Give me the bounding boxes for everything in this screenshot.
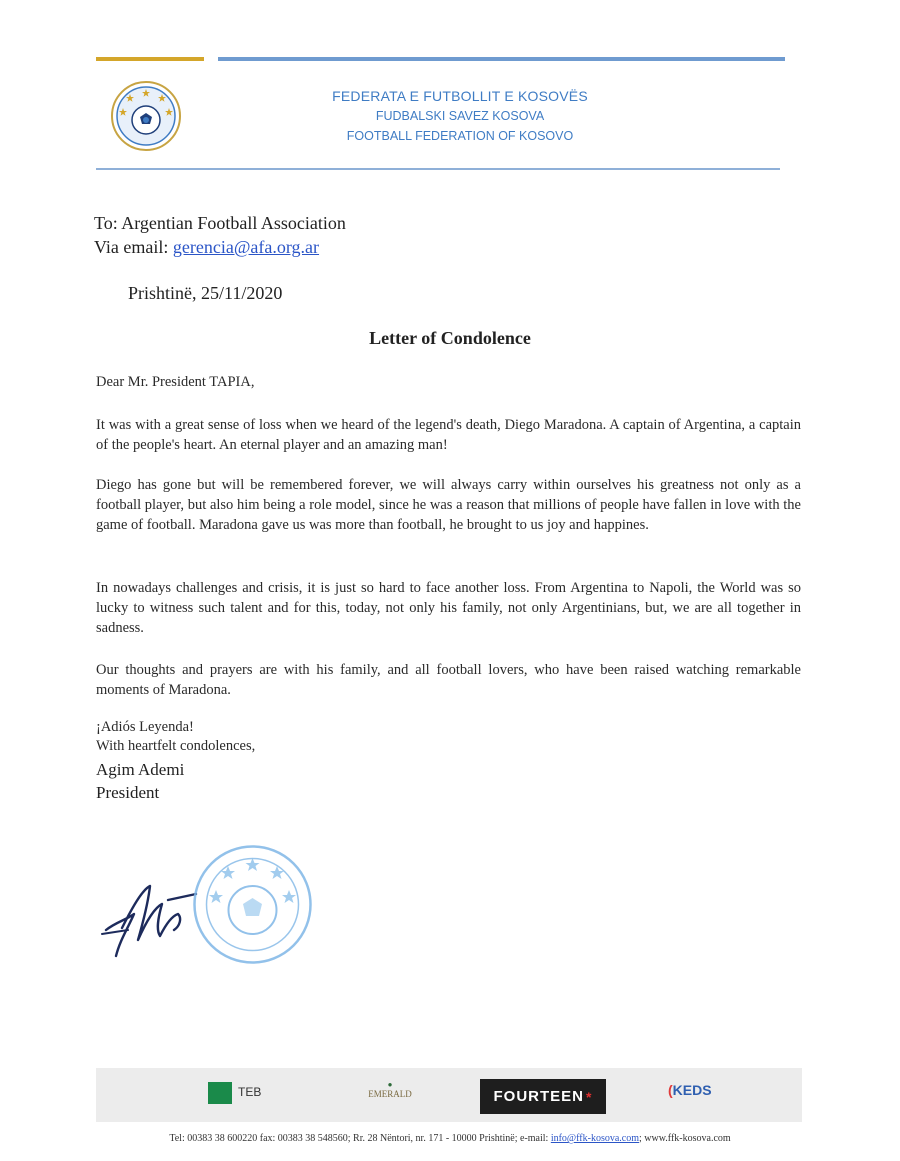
sponsor-keds-logo [668, 1082, 728, 1108]
federation-names [300, 86, 620, 146]
header-gold-bar [96, 57, 204, 61]
header-blue-bar [218, 57, 785, 61]
sponsor-fourteen-text: FOURTEEN [493, 1088, 585, 1105]
sponsor-teb-logo [208, 1080, 278, 1106]
recipient-line: To: Argentian Football Association [94, 213, 346, 233]
date-line: Prishtinë, 25/11/2020 [128, 283, 283, 303]
closing-block [96, 718, 255, 756]
header-divider [96, 168, 780, 170]
sponsor-emerald-text: EMERALD [368, 1089, 412, 1099]
federation-name-serbian: FUDBALSKI SAVEZ KOSOVA [375, 109, 545, 123]
ffk-logo [110, 80, 182, 152]
sponsor-fourteen-logo [480, 1079, 606, 1114]
footer-contact-text: Tel: 00383 38 600220 fax: 00383 38 548560; Rr. 28 Nëntori, nr. 171 - 10000 Prishtinë; e-mail: [169, 1133, 551, 1144]
via-email-line [94, 235, 319, 259]
footer-contact [0, 1133, 900, 1144]
emerald-crown-icon: ● [387, 1080, 393, 1089]
regards-line: With heartfelt condolences, [96, 738, 256, 754]
federation-stamp [190, 842, 315, 967]
footer-email-link[interactable]: info@ffk-kosova.com [550, 1133, 640, 1144]
sponsor-teb-text: TEB [238, 1085, 262, 1099]
paragraph-4: Our thoughts and prayers are with his family, and all football lovers, who have been raised watching remarkable moments of Maradona. [96, 662, 801, 698]
recipient-email-link[interactable]: gerencia@afa.org.ar [172, 237, 320, 257]
federation-name-english: FOOTBALL FEDERATION OF KOSOVO [346, 129, 574, 143]
fourteen-red-star-icon: * [586, 1088, 593, 1105]
paragraph-2: Diego has gone but will be remembered forever, we will always carry within ourselves his greatness not only as a football player, but also him being a role model, since he was a reason that millions of people have fallen in love with the game of football. Maradona gave us was more than football, he brought to us joy and happines. [96, 477, 801, 533]
farewell-line: ¡Adiós Leyenda! [96, 719, 194, 735]
sponsor-emerald-logo [350, 1080, 430, 1110]
salutation: Dear Mr. President TAPIA, [96, 374, 255, 390]
signer-name: Agim Ademi [96, 760, 185, 779]
footer-website: ; www.ffk-kosova.com [639, 1133, 731, 1144]
paragraph-1: It was with a great sense of loss when we heard of the legend's death, Diego Maradona. A captain of Argentina, a captain of the people's heart. An eternal player and an amazing man! [96, 417, 801, 453]
sponsor-keds-text: KEDS [672, 1082, 712, 1098]
via-email-label: Via email: [94, 237, 173, 257]
paragraph-3: In nowadays challenges and crisis, it is just so hard to face another loss. From Argentina to Napoli, the World was so lucky to witness such talent and for this, today, not only his family, not only Argentinians, but, we are all together in sadness. [96, 580, 801, 636]
teb-square-icon [208, 1082, 232, 1104]
keds-swirl-icon: ( [668, 1082, 673, 1098]
signer-title: President [96, 783, 160, 802]
letter-subject: Letter of Condolence [369, 328, 531, 348]
signer-block [96, 758, 184, 804]
federation-name-albanian: FEDERATA E FUTBOLLIT E KOSOVËS [332, 88, 588, 104]
